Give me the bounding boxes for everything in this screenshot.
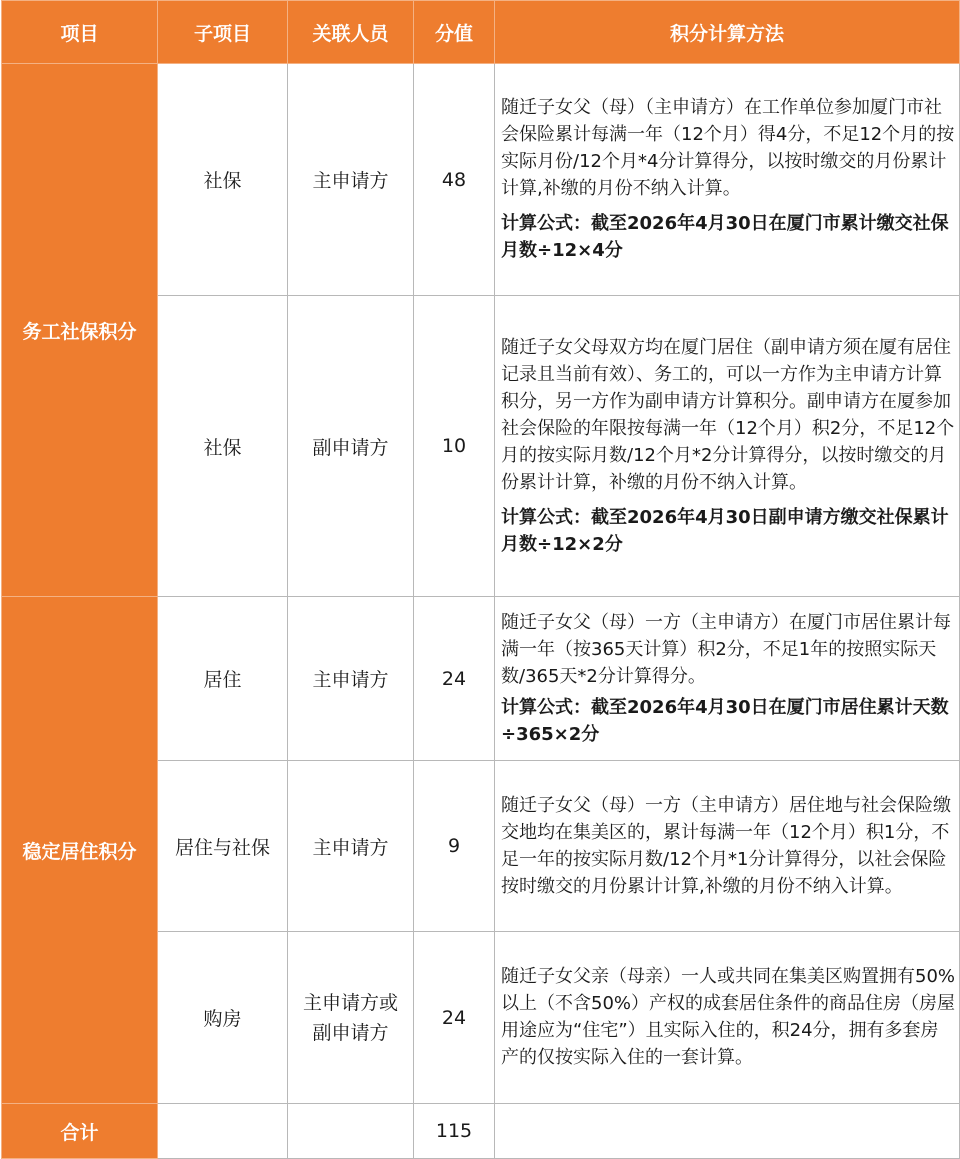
table-row [2, 64, 960, 296]
method-cell [495, 296, 960, 597]
category-cell: 务工社保积分 [2, 64, 158, 597]
total-score: 115 [414, 1104, 495, 1159]
method-text: 随迁子女父母双方均在厦门居住（副申请方须在厦有居住记录且当前有效）、务工的，可以一方作为主申请方计算积分，另一方作为副申请方计算积分。副申请方在厦参加社会保险的年限按每满一年（12个月）积2分，不足12个月的按实际月数/12个月*2分计算得分，以按时缴交的月份累计计算，补缴的月份不纳入计算。 [501, 336, 955, 493]
score-cell: 10 [414, 296, 495, 597]
header-row [2, 1, 960, 64]
method-cell [495, 597, 960, 761]
subitem-cell: 社保 [158, 64, 288, 296]
total-row [2, 1104, 960, 1159]
header-subitem: 子项目 [158, 1, 288, 64]
method-text: 随迁子女父（母）一方（主申请方）居住地与社会保险缴交地均在集美区的，累计每满一年（12个月）积1分，不足一年的按实际月数/12个月*1分计算得分，以社会保险按时缴交的月份累计计算,补缴的月份不纳入计算。 [501, 794, 951, 897]
person-line: 副申请方 [312, 1021, 389, 1044]
method-formula: 计算公式：截至2026年4月30日在厦门市累计缴交社保月数÷12×4分 [501, 213, 949, 261]
total-label: 合计 [2, 1104, 158, 1159]
method-text: 随迁子女父亲（母亲）一人或共同在集美区购置拥有50%以上（不含50%）产权的成套居住条件的商品住房（房屋用途应为“住宅”）且实际入住的，积24分，拥有多套房产的仅按实际入住的一套计算。 [501, 966, 956, 1068]
method-cell [495, 761, 960, 932]
header-person: 关联人员 [288, 1, 414, 64]
header-score: 分值 [414, 1, 495, 64]
score-cell: 9 [414, 761, 495, 932]
score-cell: 24 [414, 932, 495, 1104]
empty-cell [288, 1104, 414, 1159]
method-cell [495, 64, 960, 296]
person-cell [288, 932, 414, 1104]
person-cell: 主申请方 [288, 64, 414, 296]
person-cell: 副申请方 [288, 296, 414, 597]
header-item: 项目 [2, 1, 158, 64]
method-cell [495, 932, 960, 1104]
subitem-cell: 社保 [158, 296, 288, 597]
table-row [2, 597, 960, 761]
header-method: 积分计算方法 [495, 1, 960, 64]
score-cell: 24 [414, 597, 495, 761]
person-cell: 主申请方 [288, 597, 414, 761]
method-text: 随迁子女父（母）一方（主申请方）在厦门市居住累计每满一年（按365天计算）积2分，不足1年的按照实际天数/365天*2分计算得分。 [501, 611, 951, 687]
subitem-cell: 购房 [158, 932, 288, 1104]
subitem-cell: 居住与社保 [158, 761, 288, 932]
method-text: 随迁子女父（母）（主申请方）在工作单位参加厦门市社会保险累计每满一年（12个月）得4分，不足12个月的按实际月份/12个月*4分计算得分，以按时缴交的月份累计计算,补缴的月份不纳入计算。 [501, 97, 955, 199]
subitem-cell: 居住 [158, 597, 288, 761]
empty-cell [158, 1104, 288, 1159]
score-cell: 48 [414, 64, 495, 296]
empty-cell [495, 1104, 960, 1159]
method-formula: 计算公式：截至2026年4月30日在厦门市居住累计天数÷365×2分 [501, 696, 949, 745]
category-cell: 稳定居住积分 [2, 597, 158, 1104]
person-cell: 主申请方 [288, 761, 414, 932]
method-formula: 计算公式：截至2026年4月30日副申请方缴交社保累计月数÷12×2分 [501, 506, 949, 555]
person-line: 主申请方或 [302, 991, 398, 1014]
points-table [1, 0, 960, 1159]
